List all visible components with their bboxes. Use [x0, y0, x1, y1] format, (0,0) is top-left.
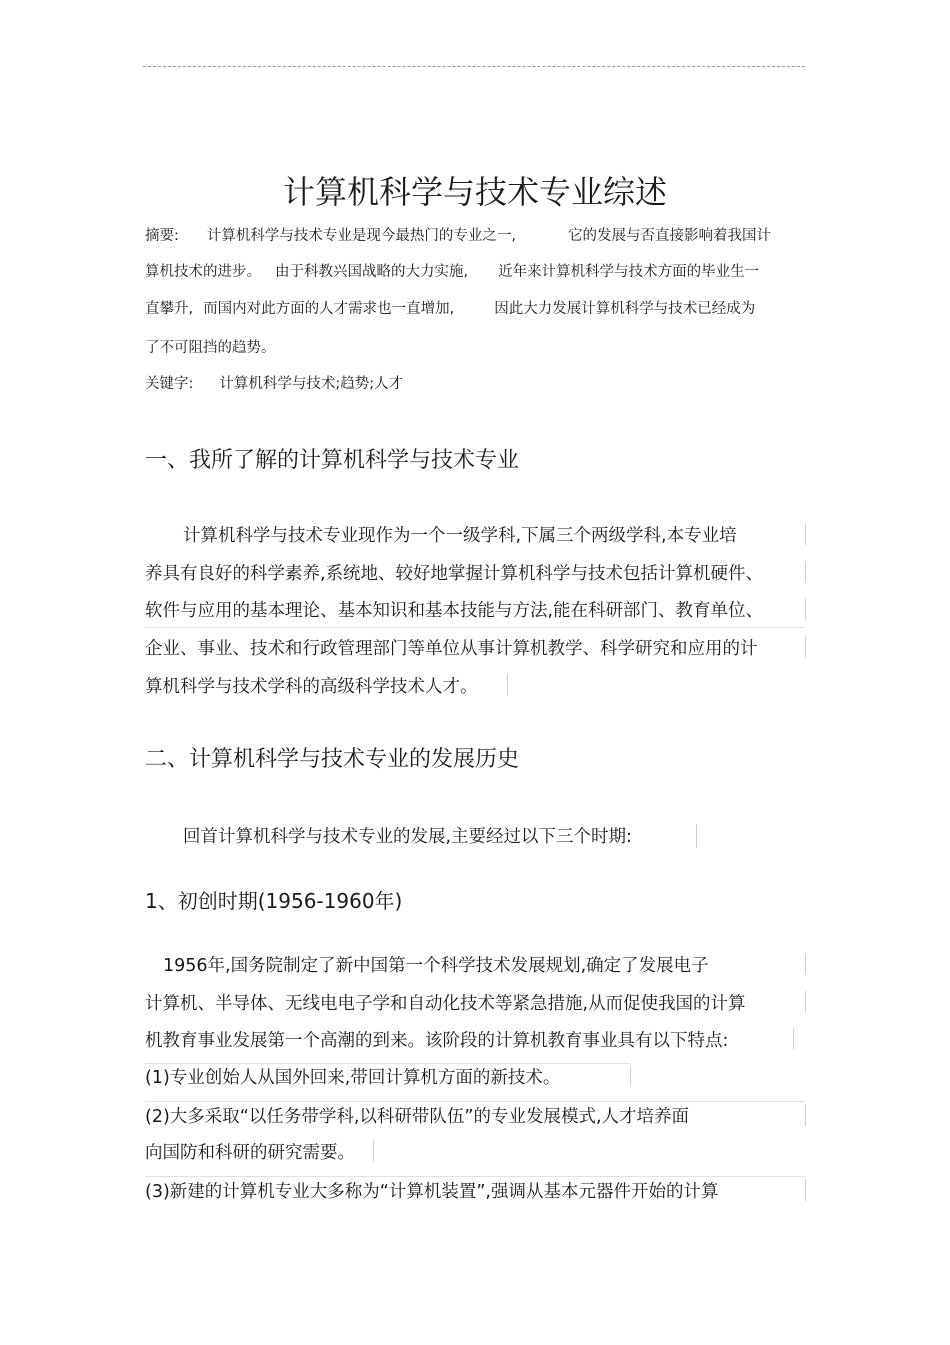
section1-line-5: 算机科学与技术学科的高级科学技术人才。 [145, 677, 478, 697]
period1-line-3: 机教育事业发展第一个高潮的到来。该阶段的计算机教育事业具有以下特点: [145, 1031, 729, 1051]
margin-rule [793, 1028, 794, 1050]
body-text: “计算机装置”,强调从基本元器件开始的计算 [379, 1182, 719, 1202]
abstract-line-3 [145, 299, 755, 319]
period1-item-2: (2)大多采取“以任务带学科,以科研带队伍”的专业发展模式,人才培养面 [145, 1107, 690, 1127]
margin-rule [805, 523, 806, 545]
body-text: 科学研究和应用的计 [600, 639, 758, 659]
section-heading-2: 二、计算机科学与技术专业的发展历史 [145, 747, 520, 772]
body-text: 能在科研部门、教育单位、 [553, 601, 764, 621]
year-text: 1956 [163, 956, 208, 976]
body-text: 基本知识和基本技能与方法, [337, 601, 554, 621]
period1-item-3 [145, 1179, 719, 1205]
keywords-label: 关键字: [145, 376, 194, 392]
period1-item-2-cont: 向国防和科研的研究需要。 [145, 1143, 355, 1163]
body-text: 养具有良好的科学素养, [145, 564, 326, 584]
period1-line-2 [145, 991, 746, 1017]
abstract-line-1 [145, 226, 771, 246]
body-text: 从而促使我国的计算 [588, 994, 746, 1014]
margin-rule [805, 953, 806, 975]
body-text: 计算机、半导体、无线电电子学和自动化技术等紧急措施, [145, 994, 589, 1014]
section1-line-1 [183, 523, 737, 549]
section-heading-1: 一、我所了解的计算机科学与技术专业 [145, 448, 520, 473]
margin-rule [805, 561, 806, 583]
body-text: 软件与应用的基本理论、 [145, 601, 338, 621]
period-heading-prefix: 1、初创时期( [145, 889, 266, 913]
body-text: 下属三个两级学科, [521, 526, 667, 546]
body-text: 本专业培 [666, 526, 737, 546]
period-heading-1 [145, 887, 402, 915]
keywords-value: 计算机科学与技术;趋势;人才 [219, 376, 404, 392]
section2-intro: 回首计算机科学与技术专业的发展,主要经过以下三个时期: [183, 827, 632, 847]
abstract-text: 计算机科学与技术专业是现今最热门的专业之一, [206, 228, 516, 244]
line-rule [145, 1101, 805, 1102]
body-text: 年,国务院制定了新中国第一个科学技术发展规划,确定了发展电子 [207, 956, 709, 976]
body-text: 企业、事业、技术和行政管理部门等单位从事计算机教学、 [145, 639, 600, 659]
document-title: 计算机科学与技术专业综述 [282, 173, 667, 211]
line-rule [145, 1063, 630, 1064]
margin-rule [630, 1065, 631, 1087]
margin-rule [805, 636, 806, 658]
section1-line-3 [145, 598, 763, 624]
abstract-line-2 [145, 262, 759, 282]
margin-rule [805, 991, 806, 1013]
abstract-text: 它的发展与否直接影响着我国计 [568, 228, 771, 244]
abstract-text: 而国内对此方面的人才需求也一直增加, [203, 301, 455, 317]
margin-rule [507, 674, 508, 696]
period1-line-1 [163, 953, 709, 979]
abstract-text: 近年来计算机科学与技术方面的毕业生一 [498, 264, 760, 280]
abstract-text: 算机技术的进步。 [145, 264, 261, 280]
margin-rule [696, 824, 697, 848]
margin-rule [373, 1140, 374, 1162]
margin-rule [805, 598, 806, 620]
line-rule [145, 627, 805, 628]
period-heading-suffix: 年) [374, 889, 403, 913]
period-heading-years: 1956-1960 [265, 889, 375, 913]
abstract-text: 直攀升, [145, 301, 194, 317]
body-text: (3)新建的计算机专业大多称为 [145, 1182, 380, 1202]
line-rule [145, 1176, 805, 1177]
period1-item-1: (1)专业创始人从国外回来,带回计算机方面的新技术。 [145, 1068, 561, 1088]
section1-line-4 [145, 636, 758, 662]
abstract-line-4: 了不可阻挡的趋势。 [145, 340, 276, 356]
abstract-text: 因此大力发展计算机科学与技术已经成为 [494, 301, 756, 317]
margin-rule [805, 1179, 806, 1201]
abstract-label: 摘要: [145, 228, 179, 244]
body-text: 系统地、较好地掌握计算机科学与技术包括计算机硬件、 [325, 564, 764, 584]
header-rule [143, 66, 805, 67]
keywords-line [145, 374, 403, 394]
body-text: 计算机科学与技术专业现作为一个一级学科, [183, 526, 522, 546]
abstract-text: 由于科教兴国战略的大力实施, [275, 264, 469, 280]
margin-rule [805, 1104, 806, 1126]
section1-line-2 [145, 561, 763, 587]
